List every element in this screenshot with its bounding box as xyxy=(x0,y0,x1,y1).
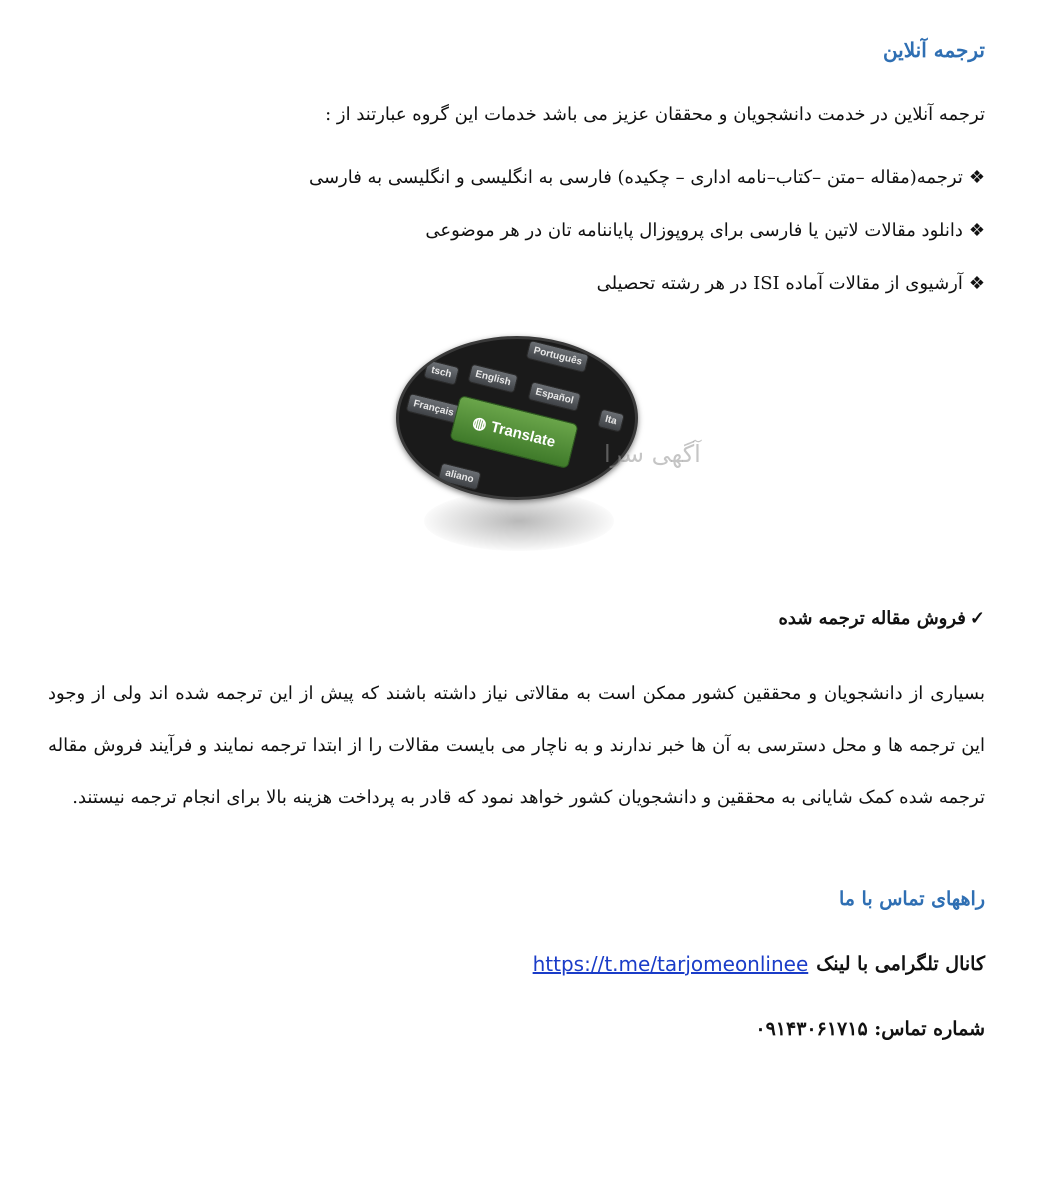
translate-key-label: Translate xyxy=(489,418,558,451)
diamond-bullet-icon: ❖ xyxy=(968,273,985,294)
diamond-bullet-icon: ❖ xyxy=(968,167,985,188)
telegram-channel-line xyxy=(533,952,985,976)
section-heading-text: فروش مقاله ترجمه شده xyxy=(778,608,966,629)
key-francais: Français xyxy=(405,393,461,424)
image-shadow xyxy=(424,491,614,551)
key-deutsch: tsch xyxy=(423,359,459,385)
telegram-link[interactable]: https://t.me/tarjomeonlinee xyxy=(532,952,809,976)
list-item xyxy=(309,217,985,245)
phone-label: شماره تماس: xyxy=(874,1018,985,1040)
phone-number: ۰۹۱۴۳۰۶۱۷۱۵ xyxy=(755,1018,868,1040)
key-italiano: aliano xyxy=(437,462,481,490)
key-portugues: Português xyxy=(526,340,590,373)
body-paragraph: بسیاری از دانشجویان و محققین کشور ممکن است به مقالاتی نیاز داشته باشند که پیش از این ترجمه شده اند ولی از وجود این ترجمه ها و محل دسترسی به آن ها خبر ندارند و به ناچار می بایست مقالات را از ابتدا ترجمه نمایند و فرآیند فروش مقاله ترجمه شده کمک شایانی به محققین و دانشجویان کشور خواهد نمود که قادر به پرداخت هزینه بالا برای انجام ترجمه نیستند. xyxy=(48,683,985,808)
contact-title: راههای تماس با ما xyxy=(838,888,985,910)
keyboard-oval xyxy=(396,336,638,500)
section-heading xyxy=(778,608,985,629)
key-italiano-partial: Ita xyxy=(597,408,625,432)
list-item xyxy=(309,270,985,298)
list-item xyxy=(309,164,985,192)
channel-label: کانال تلگرامی با لینک xyxy=(816,953,985,975)
service-text: ترجمه(مقاله –متن –کتاب–نامه اداری – چکیده) فارسی به انگلیسی و انگلیسی به فارسی xyxy=(308,167,963,188)
service-text: دانلود مقالات لاتین یا فارسی برای پروپوزال پایاننامه تان در هر موضوعی xyxy=(425,220,963,241)
keyboard-image xyxy=(396,336,636,566)
watermark: آگهی سرا xyxy=(604,440,701,468)
key-english: English xyxy=(467,363,518,393)
intro-text: ترجمه آنلاین در خدمت دانشجویان و محققان عزیز می باشد خدمات این گروه عبارتند از : xyxy=(325,104,985,125)
key-espanol: Español xyxy=(527,381,581,412)
phone-line xyxy=(755,1018,985,1040)
services-list xyxy=(309,164,985,323)
page-title: ترجمه آنلاین xyxy=(882,38,985,62)
checkmark-icon: ✓ xyxy=(969,608,985,629)
service-text: آرشیوی از مقالات آماده ISI در هر رشته تحصیلی xyxy=(596,273,963,294)
diamond-bullet-icon: ❖ xyxy=(968,220,985,241)
globe-icon: ◍ xyxy=(470,413,489,434)
